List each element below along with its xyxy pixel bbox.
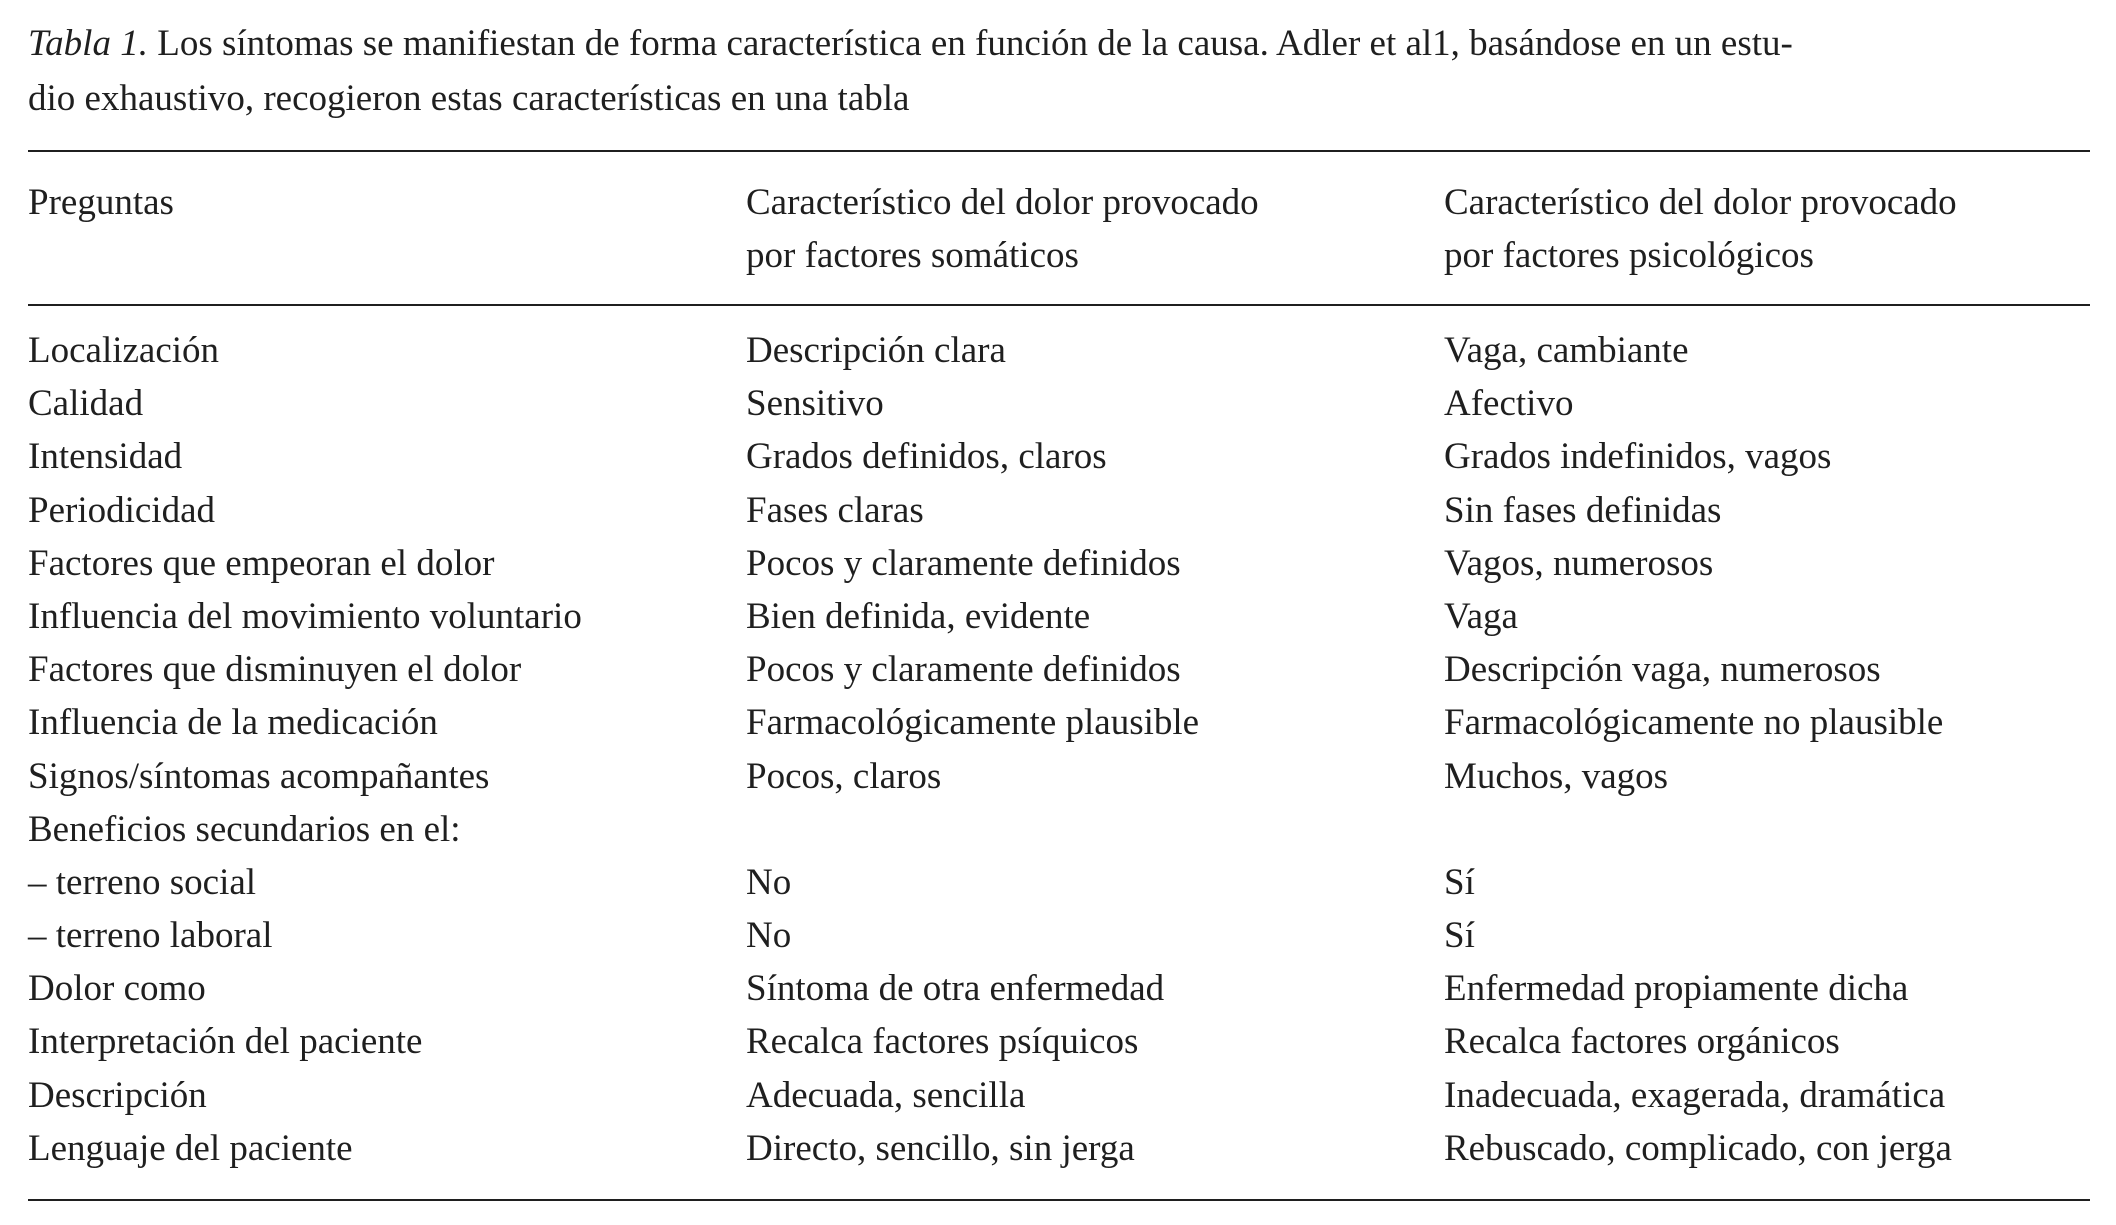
table-row [28, 750, 2090, 803]
cell-somatico: Síntoma de otra enfermedad [746, 968, 1165, 1010]
cell-somatico: Directo, sencillo, sin jerga [746, 1127, 1135, 1169]
cell-somatico: Pocos y claramente definidos [746, 542, 1181, 584]
cell-somatico: Pocos y claramente definidos [746, 649, 1181, 691]
table-row [28, 377, 2090, 430]
table-row [28, 484, 2090, 537]
table-caption-label: Tabla 1. [28, 23, 148, 64]
header-somaticos-line2: por factores somáticos [746, 235, 1079, 276]
table-row [28, 643, 2090, 696]
table-caption-text: Los síntomas se manifiestan de forma característica en función de la causa. Adler et al1, basándose en un estu- [147, 23, 1793, 64]
table-caption-text-line2: dio exhaustivo, recogieron estas características en una tabla [28, 78, 910, 119]
cell-somatico: Fases claras [746, 489, 924, 531]
table-row [28, 696, 2090, 749]
cell-pregunta: – terreno laboral [28, 915, 273, 957]
cell-pregunta: Localización [28, 330, 220, 371]
cell-psicologico: Vagos, numerosos [1444, 542, 1714, 584]
cell-somatico: Pocos, claros [746, 755, 942, 797]
cell-somatico [746, 803, 1444, 856]
cell-pregunta: Descripción [28, 1074, 207, 1116]
header-somaticos-line1: Característico del dolor provocado [746, 182, 1259, 223]
cell-psicologico: Sí [1444, 861, 1475, 903]
header-preguntas [28, 176, 746, 282]
header-psicologicos-line2: por factores psicológicos [1444, 235, 1814, 276]
table-row [28, 803, 2090, 856]
table-row [28, 430, 2090, 483]
table-row [28, 1015, 2090, 1068]
table-row [28, 856, 2090, 909]
table-row [28, 909, 2090, 962]
cell-pregunta: Beneficios secundarios en el: [28, 808, 461, 850]
document-page [28, 14, 2090, 1201]
cell-somatico: Descripción clara [746, 330, 1006, 371]
cell-somatico: Sensitivo [746, 383, 884, 425]
cell-pregunta: Signos/síntomas acompañantes [28, 755, 490, 797]
cell-pregunta: Periodicidad [28, 489, 216, 531]
table-caption [28, 14, 2090, 126]
cell-pregunta: Lenguaje del paciente [28, 1127, 353, 1169]
cell-somatico: Recalca factores psíquicos [746, 1021, 1139, 1063]
cell-psicologico: Enfermedad propiamente dicha [1444, 968, 1909, 1010]
table-row [28, 324, 2090, 377]
cell-psicologico: Grados indefinidos, vagos [1444, 436, 1832, 478]
table-row [28, 590, 2090, 643]
table-bottom-rule [28, 1199, 2090, 1201]
cell-psicologico [1444, 803, 2090, 856]
cell-somatico: Adecuada, sencilla [746, 1074, 1026, 1116]
cell-pregunta: Factores que empeoran el dolor [28, 542, 495, 584]
cell-pregunta: – terreno social [28, 861, 257, 903]
cell-psicologico: Farmacológicamente no plausible [1444, 702, 1944, 744]
cell-psicologico: Descripción vaga, numerosos [1444, 649, 1881, 691]
header-psicologicos-line1: Característico del dolor provocado [1444, 182, 1957, 223]
cell-somatico: No [746, 861, 792, 903]
header-preguntas-text: Preguntas [28, 182, 174, 223]
cell-psicologico: Recalca factores orgánicos [1444, 1021, 1840, 1063]
table-row [28, 1122, 2090, 1175]
cell-somatico: Farmacológicamente plausible [746, 702, 1200, 744]
cell-psicologico: Afectivo [1444, 383, 1574, 425]
cell-psicologico: Sin fases definidas [1444, 489, 1722, 531]
cell-pregunta: Intensidad [28, 436, 183, 478]
cell-psicologico: Vaga, cambiante [1444, 330, 1689, 371]
table-row [28, 537, 2090, 590]
cell-psicologico: Vaga [1444, 595, 1518, 637]
table-header-row [28, 152, 2090, 282]
cell-somatico: No [746, 915, 792, 957]
cell-psicologico: Rebuscado, complicado, con jerga [1444, 1127, 1952, 1169]
table-row [28, 1069, 2090, 1122]
cell-psicologico: Inadecuada, exagerada, dramática [1444, 1074, 1946, 1116]
cell-pregunta: Dolor como [28, 968, 206, 1010]
table-body [28, 306, 2090, 1175]
cell-psicologico: Muchos, vagos [1444, 755, 1669, 797]
header-somaticos [746, 176, 1444, 282]
header-psicologicos [1444, 176, 2090, 282]
cell-pregunta: Calidad [28, 383, 144, 425]
cell-psicologico: Sí [1444, 915, 1475, 957]
cell-pregunta: Influencia del movimiento voluntario [28, 595, 582, 637]
cell-pregunta: Factores que disminuyen el dolor [28, 649, 522, 691]
table-row [28, 962, 2090, 1015]
cell-somatico: Bien definida, evidente [746, 595, 1091, 637]
cell-somatico: Grados definidos, claros [746, 436, 1107, 478]
cell-pregunta: Influencia de la medicación [28, 702, 438, 744]
cell-pregunta: Interpretación del paciente [28, 1021, 423, 1063]
